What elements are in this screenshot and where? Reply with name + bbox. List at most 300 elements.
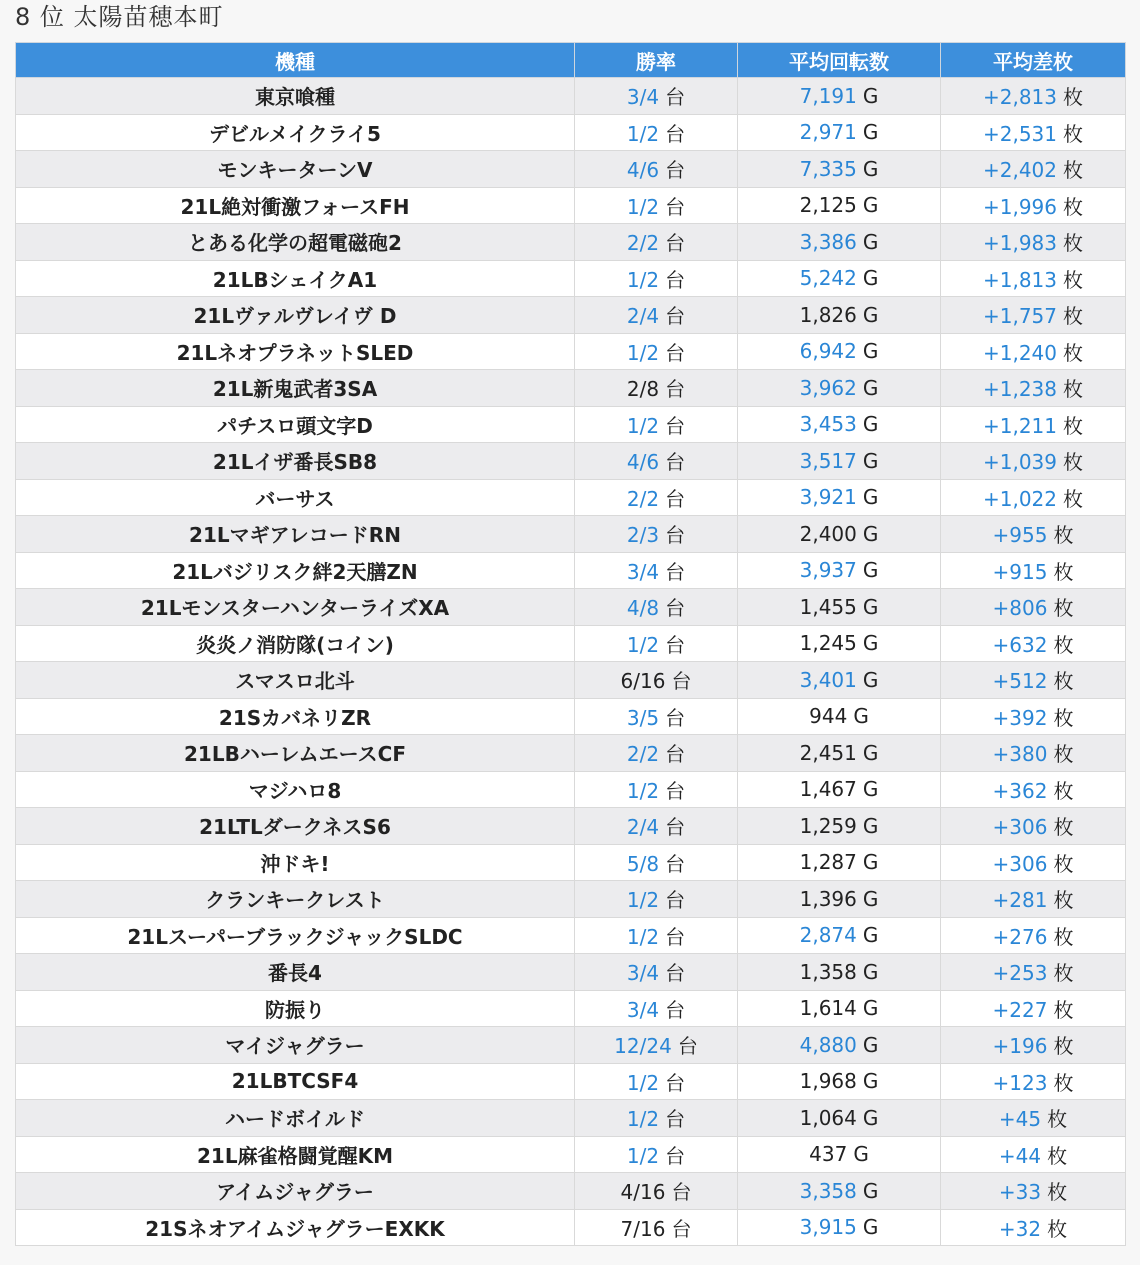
model-name-cell[interactable]: 21SネオアイムジャグラーEXKK: [16, 1209, 575, 1246]
avg-diff-value[interactable]: +45: [998, 1107, 1042, 1132]
avg-spins-cell: [738, 297, 941, 334]
table-row: [16, 917, 1126, 954]
avg-diff-value[interactable]: +380: [992, 742, 1048, 767]
table-row: [16, 333, 1126, 370]
avg-spins-cell: [738, 1100, 941, 1137]
avg-spins-value[interactable]: 1,396: [799, 886, 857, 911]
win-rate-unit: 台: [665, 961, 686, 986]
header-avg-spins[interactable]: 平均回転数: [738, 43, 941, 78]
avg-diff-cell: [941, 954, 1126, 991]
win-rate-value[interactable]: 3/4: [626, 559, 660, 584]
table-row: [16, 844, 1126, 881]
avg-diff-unit: 枚: [1063, 377, 1083, 402]
avg-spins-unit: G: [862, 448, 879, 473]
win-rate-value[interactable]: 2/4: [626, 304, 660, 329]
avg-spins-value[interactable]: 1,287: [799, 850, 857, 875]
win-rate-cell: [575, 589, 738, 626]
avg-diff-unit: 枚: [1053, 924, 1074, 949]
avg-spins-unit: G: [862, 923, 879, 948]
table-row: [16, 260, 1126, 297]
avg-spins-value[interactable]: 437: [809, 1142, 848, 1167]
model-name-cell[interactable]: 21LスーパーブラックジャックSLDC: [16, 917, 575, 954]
table-row: [16, 1173, 1126, 1210]
avg-diff-unit: 枚: [1053, 596, 1074, 621]
avg-spins-unit: G: [862, 120, 879, 145]
win-rate-cell: [575, 881, 738, 918]
avg-diff-cell: [941, 1209, 1126, 1246]
avg-spins-value[interactable]: 3,921: [799, 485, 857, 510]
header-model[interactable]: 機種: [16, 43, 575, 78]
avg-diff-value[interactable]: +392: [992, 705, 1048, 730]
avg-spins-unit: G: [862, 1032, 879, 1057]
avg-diff-unit: 枚: [1063, 85, 1083, 110]
table-row: [16, 151, 1126, 188]
win-rate-value[interactable]: 3/4: [626, 85, 660, 110]
model-name-cell[interactable]: 21LネオプラネットSLED: [16, 333, 575, 370]
avg-spins-value[interactable]: 7,335: [799, 156, 857, 181]
avg-diff-cell: [941, 1173, 1126, 1210]
avg-spins-value[interactable]: 2,400: [799, 521, 857, 546]
avg-diff-cell: [941, 370, 1126, 407]
model-name-cell[interactable]: マジハロ8: [16, 771, 575, 808]
avg-spins-value[interactable]: 3,453: [799, 412, 857, 437]
avg-spins-unit: G: [862, 156, 879, 181]
avg-spins-value[interactable]: 1,064: [799, 1105, 857, 1130]
win-rate-unit: 台: [665, 851, 686, 876]
avg-diff-value[interactable]: +1,039: [982, 450, 1057, 475]
avg-diff-cell: [941, 808, 1126, 845]
model-name-cell[interactable]: 21LBハーレムエースCF: [16, 735, 575, 772]
avg-spins-cell: [738, 370, 941, 407]
avg-diff-unit: 枚: [1063, 486, 1083, 511]
win-rate-value[interactable]: 1/2: [626, 267, 660, 292]
model-name-cell[interactable]: スマスロ北斗: [16, 662, 575, 699]
header-win-rate[interactable]: 勝率: [575, 43, 738, 78]
model-name-cell[interactable]: 炎炎ノ消防隊(コイン): [16, 625, 575, 662]
model-name-cell[interactable]: 21LBTCSF4: [16, 1063, 575, 1100]
model-name-cell[interactable]: 21Lヴァルヴレイヴ D: [16, 297, 575, 334]
avg-spins-unit: G: [862, 1105, 879, 1130]
avg-spins-unit: G: [862, 521, 879, 546]
table-row: [16, 881, 1126, 918]
win-rate-cell: [575, 224, 738, 261]
avg-diff-unit: 枚: [1053, 632, 1074, 657]
avg-spins-cell: [738, 1136, 941, 1173]
avg-spins-value[interactable]: 2,874: [799, 923, 857, 948]
avg-spins-unit: G: [862, 850, 879, 875]
model-name-cell[interactable]: 21LモンスターハンターライズXA: [16, 589, 575, 626]
table-row: [16, 589, 1126, 626]
avg-spins-cell: [738, 698, 941, 735]
avg-diff-cell: [941, 297, 1126, 334]
avg-spins-value[interactable]: 2,125: [799, 193, 857, 218]
table-row: [16, 954, 1126, 991]
win-rate-unit: 台: [665, 523, 686, 548]
avg-spins-cell: [738, 1209, 941, 1246]
avg-diff-cell: [941, 917, 1126, 954]
win-rate-cell: [575, 1173, 738, 1210]
avg-spins-unit: G: [853, 1142, 869, 1167]
avg-spins-unit: G: [862, 667, 879, 692]
page-title: 8 位 太陽苗穂本町: [15, 3, 224, 31]
win-rate-value[interactable]: 1/2: [626, 194, 660, 219]
win-rate-value[interactable]: 2/4: [626, 815, 660, 840]
model-name-cell[interactable]: アイムジャグラー: [16, 1173, 575, 1210]
win-rate-value[interactable]: 1/2: [626, 340, 660, 365]
avg-spins-value[interactable]: 1,614: [799, 996, 857, 1021]
avg-spins-value[interactable]: 3,937: [799, 558, 857, 583]
model-name-cell[interactable]: 21L麻雀格闘覚醒KM: [16, 1136, 575, 1173]
avg-diff-unit: 枚: [1063, 304, 1083, 329]
win-rate-value[interactable]: 2/8: [626, 377, 660, 402]
avg-spins-unit: G: [853, 704, 869, 729]
win-rate-cell: [575, 808, 738, 845]
model-name-cell[interactable]: 21Lイザ番長SB8: [16, 443, 575, 480]
avg-diff-cell: [941, 516, 1126, 553]
win-rate-value[interactable]: 1/2: [626, 1107, 660, 1132]
win-rate-cell: [575, 406, 738, 443]
avg-spins-cell: [738, 516, 941, 553]
table-row: [16, 625, 1126, 662]
avg-spins-value[interactable]: 3,401: [799, 667, 857, 692]
win-rate-cell: [575, 187, 738, 224]
avg-diff-cell: [941, 1063, 1126, 1100]
avg-diff-cell: [941, 333, 1126, 370]
win-rate-unit: 台: [665, 340, 686, 365]
win-rate-value[interactable]: 2/2: [626, 231, 660, 256]
avg-diff-unit: 枚: [1047, 1180, 1068, 1205]
avg-spins-value[interactable]: 3,915: [799, 1215, 857, 1240]
model-name-cell[interactable]: バーサス: [16, 479, 575, 516]
win-rate-value[interactable]: 1/2: [626, 778, 660, 803]
avg-diff-cell: [941, 698, 1126, 735]
win-rate-value[interactable]: 2/3: [626, 523, 660, 548]
avg-diff-value[interactable]: +253: [992, 961, 1048, 986]
avg-spins-cell: [738, 1173, 941, 1210]
avg-spins-value[interactable]: 3,386: [799, 229, 857, 254]
win-rate-unit: 台: [665, 450, 686, 475]
avg-spins-cell: [738, 552, 941, 589]
avg-diff-value[interactable]: +1,757: [982, 304, 1057, 329]
model-name-cell[interactable]: デビルメイクライ5: [16, 114, 575, 151]
model-name-cell[interactable]: マイジャグラー: [16, 1027, 575, 1064]
win-rate-cell: [575, 625, 738, 662]
avg-spins-value[interactable]: 5,242: [799, 266, 857, 291]
win-rate-value[interactable]: 7/16: [620, 1216, 666, 1241]
win-rate-value[interactable]: 4/16: [620, 1180, 666, 1205]
win-rate-cell: [575, 1136, 738, 1173]
avg-spins-cell: [738, 443, 941, 480]
model-name-cell[interactable]: 沖ドキ!: [16, 844, 575, 881]
win-rate-cell: [575, 1027, 738, 1064]
avg-diff-value[interactable]: +123: [992, 1070, 1048, 1095]
win-rate-unit: 台: [677, 1034, 698, 1059]
avg-spins-value[interactable]: 2,971: [799, 120, 857, 145]
avg-spins-cell: [738, 917, 941, 954]
avg-diff-unit: 枚: [1063, 158, 1083, 183]
win-rate-value[interactable]: 4/6: [626, 158, 660, 183]
win-rate-value[interactable]: 2/2: [626, 742, 660, 767]
avg-diff-cell: [941, 625, 1126, 662]
avg-diff-value[interactable]: +2,813: [982, 85, 1057, 110]
model-name-cell[interactable]: 東京喰種: [16, 78, 575, 115]
model-name-cell[interactable]: 21LTLダークネスS6: [16, 808, 575, 845]
win-rate-value[interactable]: 3/5: [626, 705, 660, 730]
win-rate-unit: 台: [665, 1143, 686, 1168]
win-rate-unit: 台: [665, 231, 686, 256]
avg-spins-value[interactable]: 1,455: [799, 594, 857, 619]
avg-spins-unit: G: [862, 229, 879, 254]
avg-spins-unit: G: [862, 1069, 879, 1094]
model-name-cell[interactable]: モンキーターンV: [16, 151, 575, 188]
avg-spins-value[interactable]: 7,191: [799, 83, 857, 108]
model-name-cell[interactable]: とある化学の超電磁砲2: [16, 224, 575, 261]
avg-diff-cell: [941, 479, 1126, 516]
avg-spins-unit: G: [862, 1215, 879, 1240]
model-name-cell[interactable]: 21L絶対衝激フォースFH: [16, 187, 575, 224]
avg-spins-cell: [738, 333, 941, 370]
avg-spins-cell: [738, 260, 941, 297]
avg-diff-value[interactable]: +915: [992, 559, 1048, 584]
avg-diff-value[interactable]: +281: [992, 888, 1048, 913]
win-rate-unit: 台: [665, 486, 686, 511]
win-rate-value[interactable]: 1/2: [626, 924, 660, 949]
avg-diff-value[interactable]: +196: [992, 1034, 1048, 1059]
avg-diff-value[interactable]: +44: [998, 1143, 1042, 1168]
win-rate-unit: 台: [665, 778, 686, 803]
avg-spins-unit: G: [862, 266, 879, 291]
win-rate-unit: 台: [665, 304, 686, 329]
avg-diff-unit: 枚: [1063, 194, 1083, 219]
win-rate-unit: 台: [665, 194, 686, 219]
avg-diff-value[interactable]: +362: [992, 778, 1048, 803]
avg-spins-cell: [738, 808, 941, 845]
avg-spins-value[interactable]: 1,968: [799, 1069, 857, 1094]
avg-spins-cell: [738, 406, 941, 443]
win-rate-unit: 台: [665, 85, 686, 110]
table-body: [16, 78, 1126, 1246]
avg-diff-cell: [941, 662, 1126, 699]
avg-diff-cell: [941, 443, 1126, 480]
avg-diff-cell: [941, 406, 1126, 443]
win-rate-cell: [575, 114, 738, 151]
avg-diff-value[interactable]: +1,813: [982, 267, 1057, 292]
win-rate-unit: 台: [671, 1216, 692, 1241]
win-rate-value[interactable]: 1/2: [626, 632, 660, 657]
win-rate-cell: [575, 370, 738, 407]
table-row: [16, 1063, 1126, 1100]
avg-spins-unit: G: [862, 339, 879, 364]
avg-diff-unit: 枚: [1053, 742, 1074, 767]
avg-diff-value[interactable]: +276: [992, 924, 1048, 949]
model-name-cell[interactable]: 番長4: [16, 954, 575, 991]
win-rate-cell: [575, 1063, 738, 1100]
win-rate-unit: 台: [665, 377, 686, 402]
model-name-cell[interactable]: 21SカバネリZR: [16, 698, 575, 735]
table-row: [16, 1136, 1126, 1173]
win-rate-unit: 台: [665, 267, 686, 292]
win-rate-cell: [575, 698, 738, 735]
avg-diff-value[interactable]: +806: [992, 596, 1048, 621]
avg-diff-unit: 枚: [1063, 340, 1083, 365]
win-rate-value[interactable]: 2/2: [626, 486, 660, 511]
avg-diff-value[interactable]: +1,983: [982, 231, 1057, 256]
win-rate-cell: [575, 78, 738, 115]
avg-diff-value[interactable]: +306: [992, 851, 1048, 876]
model-name-cell[interactable]: 21Lバジリスク絆2天膳ZN: [16, 552, 575, 589]
win-rate-unit: 台: [665, 997, 686, 1022]
avg-spins-unit: G: [862, 631, 879, 656]
avg-diff-value[interactable]: +227: [992, 997, 1048, 1022]
table-row: [16, 698, 1126, 735]
avg-diff-cell: [941, 224, 1126, 261]
avg-diff-value[interactable]: +1,240: [982, 340, 1057, 365]
avg-diff-unit: 枚: [1063, 267, 1083, 292]
avg-spins-value[interactable]: 3,358: [799, 1178, 857, 1203]
model-name-cell[interactable]: クランキークレスト: [16, 881, 575, 918]
avg-diff-value[interactable]: +632: [992, 632, 1048, 657]
win-rate-cell: [575, 1100, 738, 1137]
avg-spins-cell: [738, 771, 941, 808]
avg-diff-value[interactable]: +512: [992, 669, 1048, 694]
avg-spins-unit: G: [862, 886, 879, 911]
avg-diff-value[interactable]: +1,022: [982, 486, 1057, 511]
avg-diff-value[interactable]: +2,531: [982, 121, 1057, 146]
avg-diff-cell: [941, 735, 1126, 772]
avg-spins-unit: G: [862, 1178, 879, 1203]
avg-diff-cell: [941, 1100, 1126, 1137]
header-row: [16, 43, 1126, 78]
avg-spins-value[interactable]: 4,880: [799, 1032, 857, 1057]
win-rate-value[interactable]: 3/4: [626, 997, 660, 1022]
avg-diff-unit: 枚: [1053, 851, 1074, 876]
avg-spins-cell: [738, 114, 941, 151]
model-name-cell[interactable]: 21LマギアレコードRN: [16, 516, 575, 553]
table-row: [16, 406, 1126, 443]
avg-spins-value[interactable]: 1,245: [799, 631, 857, 656]
avg-diff-unit: 枚: [1053, 1034, 1074, 1059]
avg-spins-cell: [738, 954, 941, 991]
avg-diff-value[interactable]: +955: [992, 523, 1048, 548]
avg-spins-value[interactable]: 3,517: [799, 448, 857, 473]
header-avg-diff[interactable]: 平均差枚: [941, 43, 1126, 78]
avg-spins-value[interactable]: 1,259: [799, 813, 857, 838]
win-rate-cell: [575, 844, 738, 881]
avg-diff-unit: 枚: [1047, 1107, 1068, 1132]
avg-diff-cell: [941, 771, 1126, 808]
win-rate-value[interactable]: 5/8: [626, 851, 660, 876]
win-rate-cell: [575, 151, 738, 188]
table-row: [16, 808, 1126, 845]
avg-spins-value[interactable]: 6,942: [799, 339, 857, 364]
avg-spins-value[interactable]: 1,467: [799, 777, 857, 802]
model-name-cell[interactable]: パチスロ頭文字D: [16, 406, 575, 443]
avg-diff-cell: [941, 78, 1126, 115]
avg-spins-cell: [738, 881, 941, 918]
avg-diff-value[interactable]: +1,211: [982, 413, 1057, 438]
avg-diff-cell: [941, 844, 1126, 881]
avg-spins-cell: [738, 151, 941, 188]
avg-diff-value[interactable]: +33: [998, 1180, 1042, 1205]
avg-spins-value[interactable]: 1,826: [799, 302, 857, 327]
avg-diff-value[interactable]: +32: [998, 1216, 1042, 1241]
avg-diff-unit: 枚: [1063, 413, 1083, 438]
win-rate-value[interactable]: 1/2: [626, 121, 660, 146]
avg-diff-cell: [941, 1027, 1126, 1064]
table-row: [16, 370, 1126, 407]
win-rate-value[interactable]: 4/8: [626, 596, 660, 621]
avg-diff-unit: 枚: [1063, 450, 1083, 475]
table-row: [16, 662, 1126, 699]
avg-spins-unit: G: [862, 485, 879, 510]
model-name-cell[interactable]: ハードボイルド: [16, 1100, 575, 1137]
avg-spins-value[interactable]: 2,451: [799, 740, 857, 765]
avg-spins-cell: [738, 1063, 941, 1100]
avg-diff-value[interactable]: +306: [992, 815, 1048, 840]
avg-spins-value[interactable]: 3,962: [799, 375, 857, 400]
win-rate-value[interactable]: 1/2: [626, 1143, 660, 1168]
table-row: [16, 735, 1126, 772]
win-rate-unit: 台: [665, 121, 686, 146]
avg-spins-value[interactable]: 1,358: [799, 959, 857, 984]
win-rate-cell: [575, 954, 738, 991]
table-row: [16, 187, 1126, 224]
win-rate-value[interactable]: 1/2: [626, 1070, 660, 1095]
avg-diff-unit: 枚: [1053, 961, 1074, 986]
avg-spins-cell: [738, 187, 941, 224]
win-rate-value[interactable]: 1/2: [626, 888, 660, 913]
model-name-cell[interactable]: 21L新鬼武者3SA: [16, 370, 575, 407]
win-rate-unit: 台: [665, 815, 686, 840]
avg-spins-unit: G: [862, 193, 879, 218]
model-name-cell[interactable]: 21LBシェイクA1: [16, 260, 575, 297]
win-rate-unit: 台: [665, 596, 686, 621]
avg-diff-cell: [941, 881, 1126, 918]
avg-diff-cell: [941, 114, 1126, 151]
avg-diff-unit: 枚: [1047, 1143, 1068, 1168]
avg-spins-cell: [738, 662, 941, 699]
win-rate-unit: 台: [665, 888, 686, 913]
win-rate-cell: [575, 662, 738, 699]
avg-diff-value[interactable]: +1,238: [982, 377, 1057, 402]
win-rate-value[interactable]: 6/16: [620, 669, 666, 694]
model-name-cell[interactable]: 防振り: [16, 990, 575, 1027]
win-rate-value[interactable]: 12/24: [614, 1034, 672, 1059]
win-rate-value[interactable]: 1/2: [626, 413, 660, 438]
avg-diff-cell: [941, 990, 1126, 1027]
avg-diff-unit: 枚: [1053, 815, 1074, 840]
avg-spins-cell: [738, 735, 941, 772]
avg-spins-value[interactable]: 944: [809, 704, 848, 729]
avg-spins-cell: [738, 625, 941, 662]
avg-diff-cell: [941, 187, 1126, 224]
avg-spins-unit: G: [862, 777, 879, 802]
win-rate-cell: [575, 990, 738, 1027]
avg-spins-cell: [738, 1027, 941, 1064]
avg-diff-value[interactable]: +1,996: [982, 194, 1057, 219]
table-row: [16, 1209, 1126, 1246]
win-rate-value[interactable]: 3/4: [626, 961, 660, 986]
avg-spins-unit: G: [862, 302, 879, 327]
win-rate-cell: [575, 917, 738, 954]
avg-diff-unit: 枚: [1053, 705, 1074, 730]
avg-diff-value[interactable]: +2,402: [982, 158, 1057, 183]
avg-spins-cell: [738, 479, 941, 516]
table-row: [16, 771, 1126, 808]
win-rate-cell: [575, 735, 738, 772]
win-rate-cell: [575, 333, 738, 370]
win-rate-value[interactable]: 4/6: [626, 450, 660, 475]
